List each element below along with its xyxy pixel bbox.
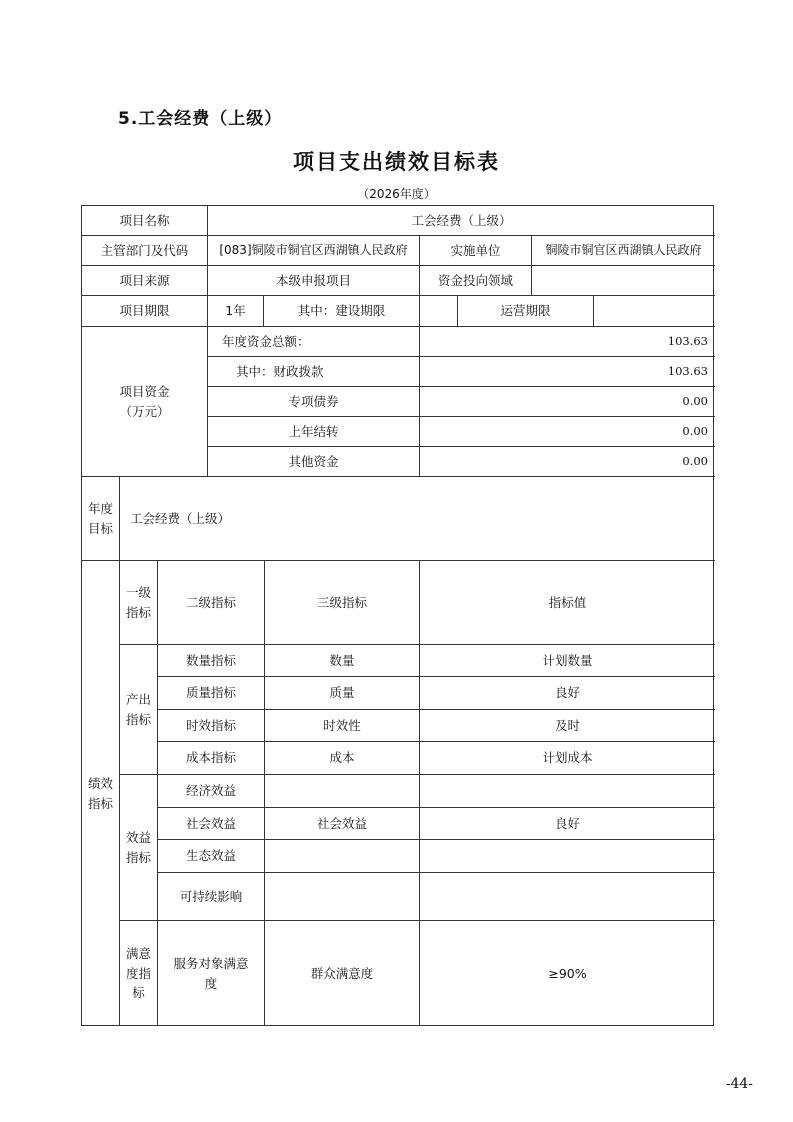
output-row-level2: 成本指标: [158, 742, 265, 775]
satisfaction-row-value: ≥90%: [548, 965, 587, 981]
benefit-row-level3: [265, 873, 420, 921]
output-row-value: 计划数量: [420, 645, 715, 677]
funds-label-line2: （万元）: [119, 403, 170, 419]
project-source-label: 项目来源: [82, 266, 208, 296]
output-row-level3: 时效性: [265, 710, 420, 742]
output-row-level2: 数量指标: [158, 645, 265, 677]
performance-target-table: [81, 205, 714, 1026]
table-title: 项目支出绩效目标表: [293, 150, 500, 174]
benefit-row-level3: 社会效益: [265, 808, 420, 840]
header-level1: 一级指标: [120, 561, 158, 645]
satisfaction-row-level2: 服务对象满意度: [158, 921, 265, 1026]
project-period-label: 项目期限: [82, 296, 208, 327]
performance-indicator-label: 绩效指标: [82, 561, 120, 1026]
annual-goal-value: 工会经费（上级）: [120, 477, 715, 561]
benefit-row-level2: 经济效益: [158, 775, 265, 808]
benefit-row-level2: 社会效益: [158, 808, 265, 840]
output-row-level3: 数量: [265, 645, 420, 677]
funds-carryover-label: 上年结转: [208, 417, 420, 447]
output-row-value: 及时: [420, 710, 715, 742]
funds-total-value: 103.63: [420, 327, 715, 357]
benefit-row-value: [420, 775, 715, 808]
benefit-row-level2: 可持续影响: [158, 873, 265, 921]
implementing-unit-label: 实施单位: [420, 236, 532, 266]
benefit-indicator-label: 效益指标: [120, 775, 158, 921]
benefit-row-value: [420, 840, 715, 873]
funds-carryover-value: 0.00: [420, 417, 715, 447]
funding-area-label: 资金投向领域: [420, 266, 532, 296]
funds-other-label: 其他资金: [208, 447, 420, 477]
funds-fiscal-label: 其中：财政拨款: [208, 357, 420, 387]
benefit-row-value: [420, 873, 715, 921]
output-row-value: 计划成本: [420, 742, 715, 775]
output-row-value: 良好: [420, 677, 715, 710]
funds-total-label: 年度资金总额：: [208, 327, 420, 357]
year-note: （2026年度）: [357, 187, 436, 201]
funds-other-value: 0.00: [420, 447, 715, 477]
header-level2: 二级指标: [158, 561, 265, 645]
construction-period-value: [420, 296, 458, 327]
department-value: [083]铜陵市铜官区西湖镇人民政府: [208, 236, 420, 266]
benefit-row-level3: [265, 840, 420, 873]
project-name-value: 工会经费（上级）: [208, 206, 715, 236]
funds-fiscal-value: 103.63: [420, 357, 715, 387]
operation-period-label: 运营期限: [458, 296, 594, 327]
output-row-level3: 成本: [265, 742, 420, 775]
annual-goal-label: 年度目标: [82, 477, 120, 561]
funds-bond-value: 0.00: [420, 387, 715, 417]
operation-period-value: [594, 296, 715, 327]
satisfaction-indicator-label: 满意度指标: [120, 921, 158, 1026]
project-source-value: 本级申报项目: [208, 266, 420, 296]
funds-bond-label: 专项债券: [208, 387, 420, 417]
project-name-label: 项目名称: [82, 206, 208, 236]
department-label: 主管部门及代码: [82, 236, 208, 266]
benefit-row-level3: [265, 775, 420, 808]
section-heading: 5.工会经费（上级）: [118, 109, 283, 129]
construction-period-label: 其中：建设期限: [264, 296, 420, 327]
output-row-level2: 时效指标: [158, 710, 265, 742]
output-row-level3: 质量: [265, 677, 420, 710]
benefit-row-level2: 生态效益: [158, 840, 265, 873]
funding-area-value: [532, 266, 715, 296]
output-indicator-label: 产出指标: [120, 645, 158, 775]
header-indicator-value: 指标值: [420, 561, 715, 645]
benefit-row-value: 良好: [420, 808, 715, 840]
page-number: -44-: [725, 1076, 753, 1092]
header-level3: 三级指标: [265, 561, 420, 645]
implementing-unit-value: 铜陵市铜官区西湖镇人民政府: [532, 236, 715, 266]
project-funds-label: [82, 327, 208, 477]
satisfaction-row-level3: 群众满意度: [265, 921, 420, 1026]
funds-label-line1: 项目资金: [119, 383, 170, 399]
project-period-value: 1年: [208, 296, 264, 327]
output-row-level2: 质量指标: [158, 677, 265, 710]
